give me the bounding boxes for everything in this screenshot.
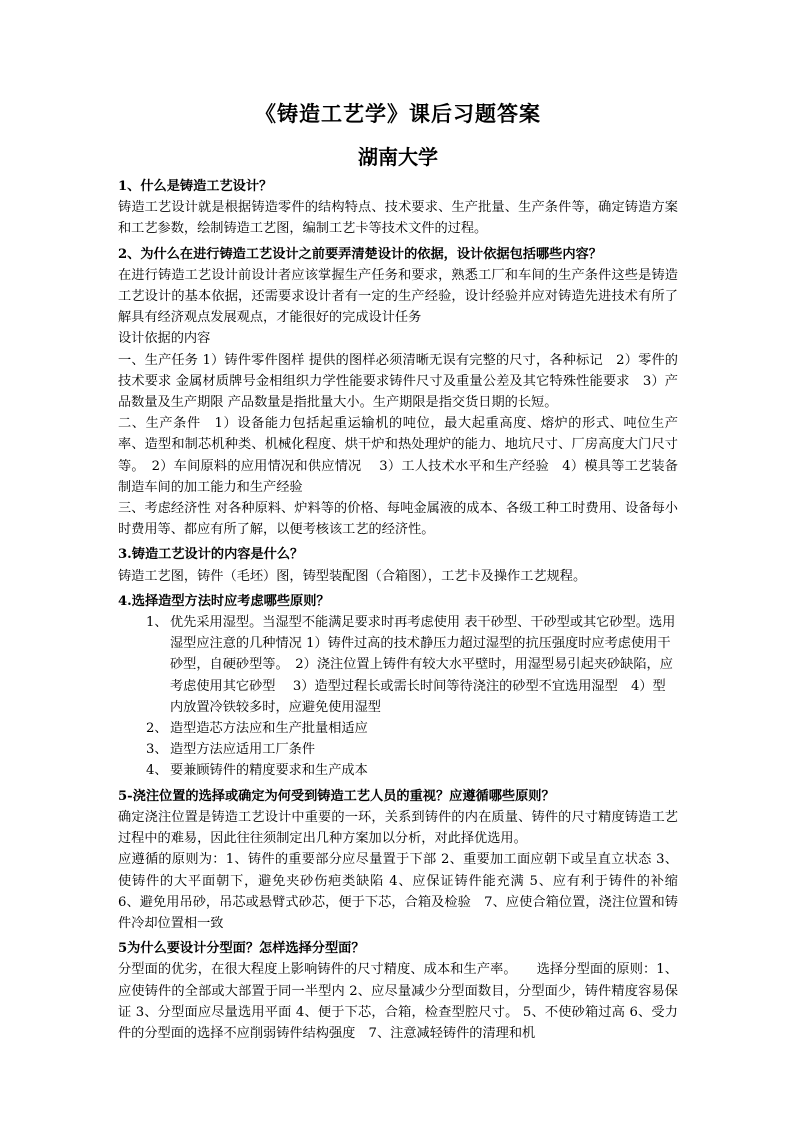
answer-paragraph: 三、考虑经济性 对各种原料、炉料等的价格、每吨金属液的成本、各级工种工时费用、设备每小时费用等、都应有所了解，以便考核该工艺的经济性。: [118, 501, 678, 538]
answer-paragraph: 在进行铸造工艺设计前设计者应该掌握生产任务和要求，熟悉工厂和车间的生产条件这些是铸造工艺设计的基本依据，还需要求设计者有一定的生产经验，设计经验并应对铸造先进技术有所了解具有经济观点发展观点，才能很好的完成设计任务: [118, 267, 678, 326]
question-heading: 2、为什么在进行铸造工艺设计之前要弄清楚设计的依据，设计依据包括哪些内容？: [118, 246, 602, 262]
answer-paragraph: 分型面的优劣，在很大程度上影响铸件的尺寸精度、成本和生产率。 选择分型面的原则：1、应使铸件的全部或大部置于同一半型内 2、应尽量减少分型面数目，分型面少，铸件精度容易保证 3、分型面应尽量选用平面 4、便于下芯，合箱，检查型腔尺寸。 5、不使砂箱过高 6、受力件的分型面的选择不应削弱铸件结构强度 7、注意减轻铸件的清理和机: [118, 962, 678, 1041]
question-heading: 3.铸造工艺设计的内容是什么？: [118, 547, 304, 563]
list-item: [118, 760, 678, 781]
answer-paragraph: 铸造工艺设计就是根据铸造零件的结构特点、技术要求、生产批量、生产条件等，确定铸造方案和工艺参数，绘制铸造工艺图，编制工艺卡等技术文件的过程。: [118, 200, 678, 237]
section-4: [118, 591, 678, 782]
answer-paragraph: 铸造工艺图，铸件（毛坯）图，铸型装配图（合箱图），工艺卡及操作工艺规程。: [118, 568, 587, 584]
answer-paragraph: 确定浇注位置是铸造工艺设计中重要的一环，关系到铸件的内在质量、铸件的尺寸精度铸造工艺过程中的难易，因此往往须制定出几种方案加以分析，对此择优选用。: [118, 809, 678, 847]
section-6: [118, 938, 678, 1044]
document-title: 《铸造工艺学》课后习题答案: [255, 101, 541, 126]
question-heading: 1、什么是铸造工艺设计？: [118, 179, 273, 194]
section-1: [118, 176, 678, 240]
list-text: 要兼顾铸件的精度要求和生产成本: [170, 763, 368, 779]
list-number: 3、: [146, 742, 168, 758]
section-2: [118, 244, 678, 541]
answer-paragraph: 应遵循的原则为：1、铸件的重要部分应尽量置于下部 2、重要加工面应朝下或呈直立状态 3、使铸件的大平面朝下，避免夹砂伤疤类缺陷 4、应保证铸件能充满 5、应有利于铸件的补缩 6、避免用吊砂，吊芯或悬臂式砂芯，便于下芯，合箱及检验 7、应使合箱位置，浇注位置和铸件冷却位置相一致: [118, 852, 692, 931]
question-heading: 5-浇注位置的选择或确定为何受到铸造工艺人员的重视？应遵循哪些原则？: [118, 788, 555, 804]
list-text: 优先采用湿型。当湿型不能满足要求时再考虑使用 表干砂型、干砂型或其它砂型。选用湿型应注意的几种情况 1）铸件过高的技术静压力超过湿型的抗压强度时应考虑使用干砂型，自硬砂型等。 2）浇注位置上铸件有较大水平壁时，用湿型易引起夹砂缺陷，应考虑使用其它砂型 3）造型过程长或需长时间等待浇注的砂型不宜选用湿型 4）型内放置冷铁较多时，应避免使用湿型: [170, 615, 676, 715]
answer-paragraph: 二、生产条件 1）设备能力包括起重运输机的吨位，最大起重高度、熔炉的形式、吨位生产率、造型和制芯机种类、机械化程度、烘干炉和热处理炉的能力、地坑尺寸、厂房高度大门尺寸等。 2）车间原料的应用情况和供应情况 3）工人技术水平和生产经验 4）模具等工艺装备制造车间的加工能力和生产经验: [118, 416, 678, 495]
question-heading: 5为什么要设计分型面？怎样选择分型面？: [118, 941, 365, 957]
list-item: [118, 718, 678, 739]
list-text: 造型方法应适用工厂条件: [170, 742, 316, 758]
document-subtitle: 湖南大学: [358, 145, 438, 169]
document-page: [118, 98, 692, 1044]
section-3: [118, 544, 678, 586]
answer-paragraph: 一、生产任务 1）铸件零件图样 提供的图样必须清晰无误有完整的尺寸，各种标记 2）零件的技术要求 金属材质牌号金相组织力学性能要求铸件尺寸及重量公差及其它特殊性能要求 3）产品数量及生产期限 产品数量是指批量大小。生产期限是指交货日期的长短。: [118, 352, 678, 411]
list-item: [118, 612, 678, 718]
principle-list: [118, 612, 678, 782]
answer-paragraph: 设计依据的内容: [118, 331, 211, 347]
list-number: 2、: [146, 721, 168, 737]
list-text: 造型造芯方法应和生产批量相适应: [170, 721, 368, 737]
section-5: [118, 786, 692, 934]
question-heading: 4.选择造型方法时应考虑哪些原则？: [118, 593, 330, 609]
list-number: 1、: [146, 615, 168, 631]
list-number: 4、: [146, 763, 168, 779]
list-item: [118, 739, 678, 760]
